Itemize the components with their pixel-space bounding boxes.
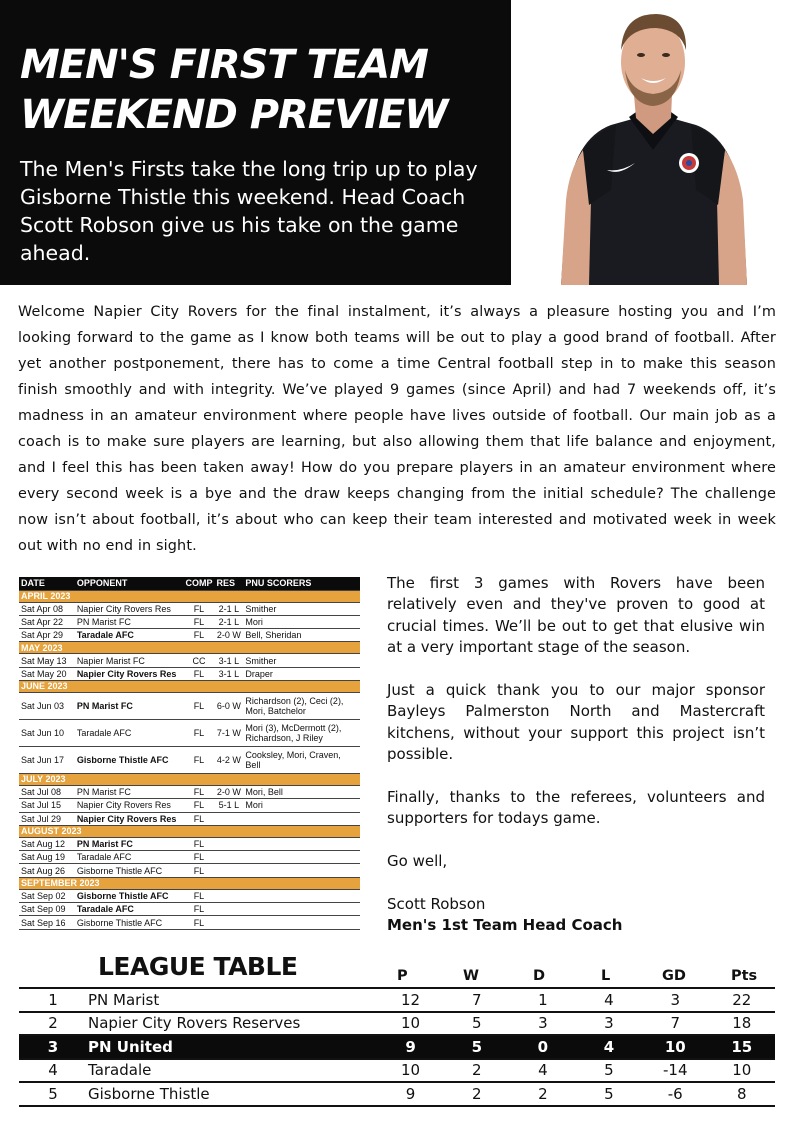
notes-paragraph-2: Just a quick thank you to our major sponsor Bayleys Palmerston North and Mastercraft kitchens, without your support this project isn’t possible. bbox=[387, 681, 765, 764]
month-row bbox=[19, 642, 360, 654]
fixture-opponent: Taradale AFC bbox=[75, 629, 184, 642]
fixture-opponent: PN Marist FC bbox=[75, 615, 184, 628]
fixture-scorers bbox=[243, 889, 360, 902]
fixture-row bbox=[19, 851, 360, 864]
month-row bbox=[19, 825, 360, 837]
fixture-scorers: Cooksley, Mori, Craven, Bell bbox=[243, 746, 360, 773]
fixture-date: Sat May 20 bbox=[19, 667, 75, 680]
month-label: MAY 2023 bbox=[19, 642, 360, 654]
fixture-scorers: Mori (3), McDermott (2), Richardson, J Riley bbox=[243, 719, 360, 746]
fixture-result: 2-0 W bbox=[214, 785, 243, 798]
fixture-result bbox=[214, 916, 243, 929]
fixture-scorers: Mori bbox=[243, 615, 360, 628]
fixture-row bbox=[19, 667, 360, 680]
league-row bbox=[19, 1012, 775, 1036]
league-drawn: 3 bbox=[510, 1012, 576, 1036]
league-pts: 18 bbox=[709, 1012, 775, 1036]
fixture-scorers: Draper bbox=[243, 667, 360, 680]
fixtures-table bbox=[19, 577, 360, 930]
fixture-comp: FL bbox=[183, 602, 214, 615]
fixture-result: 6-0 W bbox=[214, 692, 243, 719]
fixture-date: Sat Sep 09 bbox=[19, 903, 75, 916]
fixture-date: Sat Apr 29 bbox=[19, 629, 75, 642]
league-header-d: D bbox=[533, 968, 546, 984]
league-played: 10 bbox=[377, 1059, 443, 1083]
fixture-row bbox=[19, 719, 360, 746]
fixture-row bbox=[19, 837, 360, 850]
coach-notes bbox=[387, 573, 765, 937]
fixture-opponent: Napier City Rovers Res bbox=[75, 812, 184, 825]
fixture-scorers bbox=[243, 812, 360, 825]
league-header-gd: GD bbox=[662, 968, 686, 984]
signature-title: Men's 1st Team Head Coach bbox=[387, 916, 623, 935]
league-pos: 5 bbox=[19, 1082, 87, 1106]
fixture-comp: FL bbox=[183, 799, 214, 812]
page-title bbox=[20, 40, 500, 140]
league-won: 5 bbox=[444, 1012, 510, 1036]
fixture-comp: FL bbox=[183, 851, 214, 864]
fixture-scorers: Richardson (2), Ceci (2), Mori, Batchelor bbox=[243, 692, 360, 719]
fixture-result bbox=[214, 837, 243, 850]
fixture-scorers bbox=[243, 903, 360, 916]
league-won: 2 bbox=[444, 1059, 510, 1083]
month-row bbox=[19, 773, 360, 785]
fixture-row bbox=[19, 602, 360, 615]
fixture-scorers: Smither bbox=[243, 654, 360, 667]
fixture-date: Sat Jul 08 bbox=[19, 785, 75, 798]
fixture-date: Sat Apr 08 bbox=[19, 602, 75, 615]
fixture-row bbox=[19, 692, 360, 719]
fixture-result: 5-1 L bbox=[214, 799, 243, 812]
fixture-comp: FL bbox=[183, 615, 214, 628]
fixture-comp: FL bbox=[183, 719, 214, 746]
league-drawn: 0 bbox=[510, 1035, 576, 1059]
title-line-1: MEN'S FIRST TEAM bbox=[20, 42, 428, 88]
fixture-comp: FL bbox=[183, 785, 214, 798]
league-team: Gisborne Thistle bbox=[87, 1082, 377, 1106]
month-label: JUNE 2023 bbox=[19, 680, 360, 692]
title-line-2: WEEKEND PREVIEW bbox=[20, 92, 448, 138]
fixture-row bbox=[19, 799, 360, 812]
league-pos: 4 bbox=[19, 1059, 87, 1083]
fixture-comp: FL bbox=[183, 667, 214, 680]
fixture-result: 2-0 W bbox=[214, 629, 243, 642]
fixture-opponent: Napier City Rovers Res bbox=[75, 799, 184, 812]
league-won: 2 bbox=[444, 1082, 510, 1106]
fixture-scorers: Bell, Sheridan bbox=[243, 629, 360, 642]
fixture-scorers bbox=[243, 837, 360, 850]
league-row bbox=[19, 1059, 775, 1083]
fixture-row bbox=[19, 654, 360, 667]
league-lost: 4 bbox=[576, 988, 642, 1012]
month-row bbox=[19, 680, 360, 692]
fixture-comp: FL bbox=[183, 692, 214, 719]
fixture-opponent: Napier City Rovers Res bbox=[75, 602, 184, 615]
fixtures-header-row bbox=[19, 577, 360, 590]
fixture-comp: FL bbox=[183, 629, 214, 642]
fixture-scorers: Mori, Bell bbox=[243, 785, 360, 798]
fixture-opponent: Taradale AFC bbox=[75, 903, 184, 916]
league-row-highlighted bbox=[19, 1035, 775, 1059]
fixture-comp: FL bbox=[183, 864, 214, 877]
league-played: 12 bbox=[377, 988, 443, 1012]
league-lost: 5 bbox=[576, 1059, 642, 1083]
month-label: AUGUST 2023 bbox=[19, 825, 360, 837]
fixture-opponent: PN Marist FC bbox=[75, 692, 184, 719]
fixture-date: Sat Jun 10 bbox=[19, 719, 75, 746]
coach-portrait-image bbox=[511, 0, 794, 285]
league-table-title: LEAGUE TABLE bbox=[98, 952, 298, 981]
fixture-date: Sat Apr 22 bbox=[19, 615, 75, 628]
league-header-p: P bbox=[397, 968, 408, 984]
league-pts: 22 bbox=[709, 988, 775, 1012]
fixture-date: Sat Sep 02 bbox=[19, 889, 75, 902]
league-lost: 5 bbox=[576, 1082, 642, 1106]
fixture-opponent: Gisborne Thistle AFC bbox=[75, 916, 184, 929]
month-row bbox=[19, 590, 360, 602]
month-label: SEPTEMBER 2023 bbox=[19, 877, 360, 889]
fixture-date: Sat Jul 15 bbox=[19, 799, 75, 812]
league-lost: 4 bbox=[576, 1035, 642, 1059]
league-header-l: L bbox=[601, 968, 611, 984]
league-won: 5 bbox=[444, 1035, 510, 1059]
league-pts: 15 bbox=[709, 1035, 775, 1059]
fixture-date: Sat May 13 bbox=[19, 654, 75, 667]
fixture-comp: FL bbox=[183, 812, 214, 825]
league-pos: 2 bbox=[19, 1012, 87, 1036]
fixture-opponent: Taradale AFC bbox=[75, 719, 184, 746]
fixture-result bbox=[214, 812, 243, 825]
fixture-scorers bbox=[243, 851, 360, 864]
fixture-opponent: Gisborne Thistle AFC bbox=[75, 746, 184, 773]
league-won: 7 bbox=[444, 988, 510, 1012]
fixture-result bbox=[214, 903, 243, 916]
fixture-scorers: Mori bbox=[243, 799, 360, 812]
fixture-comp: FL bbox=[183, 837, 214, 850]
header-banner bbox=[0, 0, 511, 285]
fixture-date: Sat Aug 26 bbox=[19, 864, 75, 877]
fixture-opponent: Gisborne Thistle AFC bbox=[75, 864, 184, 877]
league-table bbox=[19, 987, 775, 1107]
league-team: Napier City Rovers Reserves bbox=[87, 1012, 377, 1036]
fixture-row bbox=[19, 903, 360, 916]
league-header-pts: Pts bbox=[731, 968, 758, 984]
fixture-opponent: Napier Marist FC bbox=[75, 654, 184, 667]
league-pts: 10 bbox=[709, 1059, 775, 1083]
fixture-comp: CC bbox=[183, 654, 214, 667]
fixture-comp: FL bbox=[183, 889, 214, 902]
fixture-row bbox=[19, 916, 360, 929]
league-drawn: 1 bbox=[510, 988, 576, 1012]
col-header-date: DATE bbox=[19, 577, 75, 590]
fixture-row bbox=[19, 746, 360, 773]
league-drawn: 2 bbox=[510, 1082, 576, 1106]
league-team: Taradale bbox=[87, 1059, 377, 1083]
fixture-scorers: Smither bbox=[243, 602, 360, 615]
fixture-opponent: Napier City Rovers Res bbox=[75, 667, 184, 680]
month-label: JULY 2023 bbox=[19, 773, 360, 785]
notes-paragraph-4: Go well, bbox=[387, 852, 448, 871]
fixture-date: Sat Aug 19 bbox=[19, 851, 75, 864]
fixture-date: Sat Aug 12 bbox=[19, 837, 75, 850]
league-played: 9 bbox=[377, 1035, 443, 1059]
month-label: APRIL 2023 bbox=[19, 590, 360, 602]
fixture-opponent: Gisborne Thistle AFC bbox=[75, 889, 184, 902]
fixture-result bbox=[214, 851, 243, 864]
fixture-row bbox=[19, 629, 360, 642]
col-header-opponent: OPPONENT bbox=[75, 577, 184, 590]
league-played: 9 bbox=[377, 1082, 443, 1106]
fixture-result bbox=[214, 889, 243, 902]
signature-name: Scott Robson bbox=[387, 895, 486, 914]
fixture-comp: FL bbox=[183, 903, 214, 916]
league-gd: 7 bbox=[642, 1012, 709, 1036]
league-row bbox=[19, 988, 775, 1012]
intro-text: The Men's Firsts take the long trip up to play Gisborne Thistle this weekend. Head Coach Scott Robson give us his take on the game ahead. bbox=[20, 157, 478, 265]
league-team: PN Marist bbox=[87, 988, 377, 1012]
fixture-date: Sat Sep 16 bbox=[19, 916, 75, 929]
fixture-row bbox=[19, 785, 360, 798]
league-drawn: 4 bbox=[510, 1059, 576, 1083]
notes-paragraph-3: Finally, thanks to the referees, volunteers and supporters for todays game. bbox=[387, 788, 765, 828]
fixture-date: Sat Jun 17 bbox=[19, 746, 75, 773]
fixture-row bbox=[19, 889, 360, 902]
fixture-result bbox=[214, 864, 243, 877]
fixture-result: 7-1 W bbox=[214, 719, 243, 746]
fixture-scorers bbox=[243, 916, 360, 929]
coach-photo bbox=[511, 0, 794, 285]
fixture-comp: FL bbox=[183, 916, 214, 929]
league-lost: 3 bbox=[576, 1012, 642, 1036]
fixture-opponent: PN Marist FC bbox=[75, 785, 184, 798]
league-team: PN United bbox=[87, 1035, 377, 1059]
fixture-opponent: PN Marist FC bbox=[75, 837, 184, 850]
fixture-result: 2-1 L bbox=[214, 615, 243, 628]
league-gd: -14 bbox=[642, 1059, 709, 1083]
fixture-row bbox=[19, 864, 360, 877]
fixture-result: 3-1 L bbox=[214, 667, 243, 680]
notes-paragraph-1: The first 3 games with Rovers have been relatively even and they've proven to good at crucial times. We’ll be out to get that elusive win at a very important stage of the season. bbox=[387, 574, 765, 657]
fixture-row bbox=[19, 812, 360, 825]
article-body: Welcome Napier City Rovers for the final instalment, it’s always a pleasure hosting you and I’m looking forward to the game as I know both teams will be out to play a good brand of football. After yet another postponement, there has to come a time Central football step in to make this season finish smoothly and with integrity. We’ve played 9 games (since April) and had 7 weekends off, it’s madness in an amateur environment where people have lives outside of football. Our main job as a coach is to make sure players are learning, but also allowing them that life balance and enjoyment, and I feel this has been taken away! How do you prepare players in an amateur environment where every second week is a bye and the draw keeps changing from the initial schedule? The challenge now isn’t about football, it’s about who can keep their team interested and motivated week in week out with no end in sight. bbox=[18, 304, 776, 554]
league-gd: 3 bbox=[642, 988, 709, 1012]
league-pts: 8 bbox=[709, 1082, 775, 1106]
fixture-result: 4-2 W bbox=[214, 746, 243, 773]
fixture-comp: FL bbox=[183, 746, 214, 773]
fixture-opponent: Taradale AFC bbox=[75, 851, 184, 864]
league-gd: -6 bbox=[642, 1082, 709, 1106]
league-gd: 10 bbox=[642, 1035, 709, 1059]
month-row bbox=[19, 877, 360, 889]
fixture-result: 2-1 L bbox=[214, 602, 243, 615]
col-header-res: RES bbox=[214, 577, 243, 590]
fixture-date: Sat Jul 29 bbox=[19, 812, 75, 825]
league-played: 10 bbox=[377, 1012, 443, 1036]
league-row bbox=[19, 1082, 775, 1106]
league-pos: 1 bbox=[19, 988, 87, 1012]
fixture-date: Sat Jun 03 bbox=[19, 692, 75, 719]
fixture-result: 3-1 L bbox=[214, 654, 243, 667]
league-header-w: W bbox=[463, 968, 479, 984]
col-header-comp: COMP bbox=[185, 578, 213, 589]
fixture-scorers bbox=[243, 864, 360, 877]
league-pos: 3 bbox=[19, 1035, 87, 1059]
fixture-row bbox=[19, 615, 360, 628]
col-header-scorers: PNU SCORERS bbox=[243, 577, 360, 590]
